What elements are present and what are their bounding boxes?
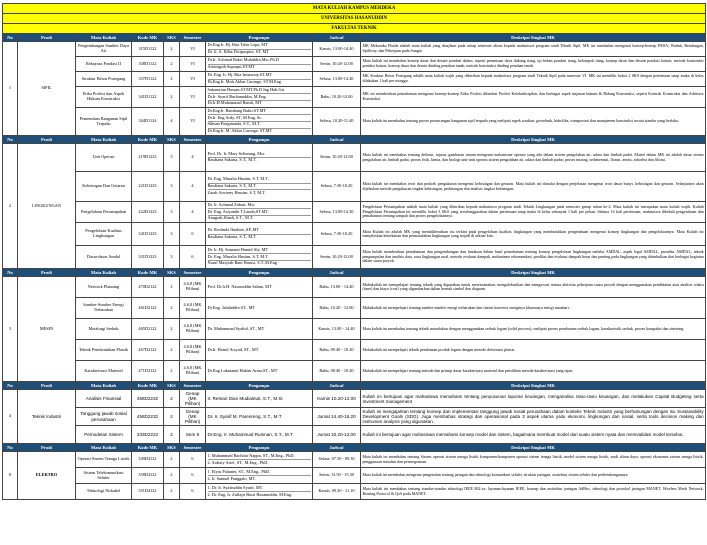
faculty-title: FAKULTAS TEKNIK: [3, 24, 706, 34]
lecturer-list: [206, 108, 313, 136]
column-header-kode-mk: Kode MK: [132, 382, 164, 390]
section-number: 2: [3, 144, 18, 269]
course-name: Teknik Pembentukan Plastik: [76, 340, 132, 361]
course-schedule: Selasa, 7:30-10.20: [313, 223, 361, 246]
course-schedule: Selasa, 07.50 - 09.30: [313, 452, 361, 468]
course-schedule: Selasa, 7:30-10.20: [313, 172, 361, 202]
course-semester: VI: [180, 42, 206, 57]
lecturer-name: Dr. Muhammad Syahid, ST., MT: [207, 325, 265, 331]
course-semester: Genap (MK Pilihan): [180, 408, 206, 426]
section-number: 3: [3, 277, 18, 382]
column-header-jadwal: Jadwal: [313, 444, 361, 452]
section-number: 8: [3, 452, 18, 500]
column-header-prodi: Prodi: [18, 34, 76, 42]
course-description: Mahakuliah ini mempelajari teknik pembuatan produk logam dengan metode deformasi plastis.: [361, 340, 706, 361]
course-description: Mahakuliah ini mempelajari tentang teknik yang digunakan untuk merencanakan, mengalokasikan dan mengawasi semua aktivitas pekerjaan suatu proyek dengan menggunakan pendekatan atau analisis waktu (time) dan biaya (cost) yang digambarkan dalam bentuk simbol dan diagram.: [361, 277, 706, 298]
course-name: Etika Profesi dan Aspek Hukum Konstruksi: [76, 87, 132, 108]
column-header-deskripsi: Deskripsi Singkat MK: [361, 269, 706, 277]
course-name: Network Planning: [76, 277, 132, 298]
course-name: Unit Operasi: [76, 144, 132, 172]
course-credits: 2: [164, 87, 180, 108]
column-header-jadwal: Jadwal: [313, 136, 361, 144]
course-description: Kuliah ini bertujuan agar mahasiswa memahami konsep model dan sistem, bagaimana membuat model dari suatu sistem nyata dan memvalidasi model tersebut.: [361, 426, 706, 444]
course-schedule: Kamis, 09.30 - 11.10: [313, 484, 361, 500]
column-header-semester: Semester: [180, 444, 206, 452]
course-credits: 2: [164, 408, 180, 426]
course-credits: 2: [164, 361, 180, 382]
course-credits: 2: [164, 277, 180, 298]
course-code: 349D4122: [132, 452, 164, 468]
column-header-no: No: [3, 382, 18, 390]
lecturer-list: [206, 390, 313, 408]
column-header-pengampu: Pengampu: [206, 34, 313, 42]
course-schedule: Kamis 10.20-12.00: [313, 390, 361, 408]
lecturer-name: 1. Muhammad Bachtiar Nappu, ST., M.Eng., PhD.: [208, 453, 311, 460]
column-header-sks: SKS: [164, 269, 180, 277]
course-credits: 3: [164, 223, 180, 246]
course-row: [3, 72, 706, 87]
course-credits: 2: [164, 340, 180, 361]
course-row: [3, 172, 706, 202]
column-header-sks: SKS: [164, 136, 180, 144]
course-name: Pengembangan Sumber Daya Air: [76, 42, 132, 57]
prodi-name: ELEKTRO: [18, 452, 76, 500]
course-code: 465D2122: [132, 319, 164, 340]
course-row: [3, 202, 706, 223]
course-semester: 4,6,8 (MK Pilihan): [180, 361, 206, 382]
lecturer-name: Dr. Ir. A. Ildha Dwipuspita, ST, MT: [207, 48, 269, 54]
course-name: Pemenuhan Bangunan Sipil Terpadu: [76, 108, 132, 136]
course-semester: 6: [180, 452, 206, 468]
lecturer-name: Dr. Ir. Hj. Sumarni Hamid Aly, MT: [208, 248, 311, 255]
lecturer-name: 1. Elyas Palantei, ST., M.Eng., PhD.: [208, 469, 311, 476]
column-header-sks: SKS: [164, 382, 180, 390]
column-header-prodi: Prodi: [18, 269, 76, 277]
course-schedule: Senin, 13.50 - 15.30: [313, 468, 361, 484]
course-credits: 2: [164, 57, 180, 72]
column-header-no: No: [3, 269, 18, 277]
section-number: 4: [3, 390, 18, 444]
course-schedule: Senin, 10.20-12.00: [313, 246, 361, 269]
prodi-name: MESIN: [18, 277, 76, 382]
lecturer-list: [206, 246, 313, 269]
course-row: [3, 42, 706, 57]
lecturer-list: [206, 277, 313, 298]
course-semester: VI: [180, 87, 206, 108]
course-name: Teknologi Nirkabel: [76, 484, 132, 500]
course-name: Kebisingan Dan Getaran: [76, 172, 132, 202]
course-code: 471D2122: [132, 361, 164, 382]
course-semester: 6: [180, 246, 206, 269]
course-code: 458D2232: [132, 408, 164, 426]
lecturer-list: [206, 87, 313, 108]
course-schedule: Senin, 10.20-12.00: [313, 57, 361, 72]
lecturer-name: Dr.Eng.Ir. Muh.Akbar Caronge, ST.M.Eng: [207, 78, 281, 84]
column-header-pengampu: Pengampu: [206, 136, 313, 144]
lecturer-list: [206, 202, 313, 223]
course-description: Mata kuliah ini membahas tentang Sistem operasi sistem tenaga listrik komponen-komponen operasi sistem tenaga listrik, model sistem tenaga listrik, studi aliran daya, operasi ekonomis sistem tenaga listrik, penggunaan simulasi dan pemrograman.: [361, 452, 706, 468]
course-description: Mahakuliah ini mempelajari tentang metode dan prinsip dasar karakterisasi material dan pemilihan metode karakterisasi yang tepat.: [361, 361, 706, 382]
course-credits: 2: [164, 452, 180, 468]
course-name: Pengelolaan Kualitas Lingkungan: [76, 223, 132, 246]
course-code: 221D1223: [132, 172, 164, 202]
column-header-row: [3, 269, 706, 277]
course-semester: 4: [180, 144, 206, 172]
course-semester: 4,6,8 (MK Pilihan): [180, 277, 206, 298]
column-header-prodi: Prodi: [18, 382, 76, 390]
column-header-jadwal: Jadwal: [313, 34, 361, 42]
lecturer-list: [206, 319, 313, 340]
column-header-sks: SKS: [164, 34, 180, 42]
lecturer-list: [206, 42, 313, 57]
lecturer-name: Silman Pongmanda, S.T., M.T.: [208, 122, 311, 129]
column-header-row: [3, 34, 706, 42]
column-header-no: No: [3, 34, 18, 42]
course-row: [3, 484, 706, 500]
lecturer-name: Dr. Ir. Achmad Zubair, Msc: [208, 203, 311, 210]
column-header-kode-mk: Kode MK: [132, 34, 164, 42]
column-header-no: No: [3, 444, 18, 452]
course-credits: 2: [164, 72, 180, 87]
course-name: Sistem Telekomunikasi Seluler: [76, 468, 132, 484]
course-code: 219D1223: [132, 144, 164, 172]
column-header-jadwal: Jadwal: [313, 269, 361, 277]
course-name: Analisis Finansial: [76, 390, 132, 408]
lecturer-list: [206, 172, 313, 202]
lecturer-name: Dr.Ir. Hairul Arsyad, ST., MT: [207, 346, 259, 352]
lecturer-name: Dr.Eng. Jalaluddin ST., MT: [207, 304, 256, 310]
course-schedule: Selasa, 10.20-11.40: [313, 108, 361, 136]
course-schedule: Selasa, 13.00-14.30: [313, 202, 361, 223]
university-title: UNIVERSITAS HASANUDDIN: [3, 14, 706, 24]
lecturer-list: [206, 72, 313, 87]
course-description: Mata kuliah ini membahas tentang definisi, tujuan, gambaran umum mengenai mekanisme operasi yang ada dalam sistem pengolahan air, udara dan limbah padat. Materi dalam MK ini adalah dasar sistem pengolahan air, limbah padat, proses fisik, kimia, dan biologi unit-unit operasi sistem pengolahan air, udara dan limbah padat; proses mixing, sedimentasi, flotasi, aerasi, adsorbsi dan filtrasi.: [361, 144, 706, 172]
course-description: Mata kuliah ini membahas konsep dasar dan desain pondasi dalam, seperti penentuan daya dukung tiang, uji beban pondasi tiang, kelompok tiang, konsep dasar dan desain pondasi kaison, metode konstruksi pondasi kaison, konsep dasar dan desain dinding penahan tanah, metode konstruksi dinding penahan tanah.: [361, 57, 706, 72]
course-description: MK Struktur Beton Prategang adalah mata kuliah wajib yang diberikan kepada mahasiswa program studi Teknik Sipil pada semester VI. MK ini memiliki bobot 2 SKS dengan pertemuan tatap muka di kelas dilakukan 1 kali per minggu.: [361, 72, 706, 87]
lecturer-name: Nurul Masyiah Rani Harusi, S.T.,M.Eng: [207, 260, 277, 266]
course-credits: 2: [164, 426, 180, 444]
course-code: 470D2122: [132, 277, 164, 298]
column-header-semester: Semester: [180, 136, 206, 144]
course-schedule: Jumat 14.40-16.20: [313, 408, 361, 426]
prodi-name: SIPIL: [18, 42, 76, 136]
course-row: [3, 390, 706, 408]
course-description: Mata kuliah ini membahas teori dan praktek pengukuran mengenai kebisingan dan getaran. Mata kuliah ini dimulai dengan penjelasan mengenai teori dasar bunyi, kebisingan dan getaran. Selanjutnya akan dijelaskan metode pengukuran tingkat kebisingan, perhitungan dan analisis tingkat kebisingan.: [361, 172, 706, 202]
course-row: [3, 408, 706, 426]
course-credits: 3: [164, 172, 180, 202]
lecturer-list: [206, 452, 313, 468]
course-name: Struktur Beton Prategang: [76, 72, 132, 87]
course-description: Mata Kuliah ini adalah MK yang menitikberatkan isu terkini pada pengelolaan kualitas lingkungan yang membutuhkan pengetahuan mengenai konsep lingkungan dan pengelolaannya. Mata Kuliah ini menjelaskan keterkaitan dan permasalahan lingkungan yang terjadi di sekitar kita.: [361, 223, 706, 246]
column-header-semester: Semester: [180, 382, 206, 390]
lecturer-list: [206, 298, 313, 319]
column-header-mata-kuliah: Mata Kuliah: [76, 269, 132, 277]
course-code: 341D1122: [132, 87, 164, 108]
course-description: Kuliah ini bertujuan agar mahasiswa memahami tentang penyusunan laporan keuangan, menganalisa rasio-rasio keuangan, dan melakukan Capital Budgeting serta Investment management: [361, 390, 706, 408]
course-description: Mata kuliah memberikan pemahaman dan pengembangan dan landasan dalam hasil pemahaman tentang konsep pengelolaan lingkungan melalui AMDAL, aspek legal AMDAL, prosedur AMDAL, teknik pengumpulan dan analisis data, rona lingkungan awal, metode evaluasi dampak, mekanisme rekomendasi, prediksi dan evaluasi dampak besar dan penting pada lingkungan yang ditimbulkan dari berbagai kegiatan dalam suatu proyek.: [361, 246, 706, 269]
lecturer-list: [206, 468, 313, 484]
course-code: 222D1223: [132, 202, 164, 223]
course-code: 456D2232: [132, 390, 164, 408]
course-semester: VI: [180, 108, 206, 136]
course-schedule: Rabu, 09.40 - 10.20: [313, 340, 361, 361]
column-header-sks: SKS: [164, 444, 180, 452]
course-credits: 2: [164, 42, 180, 57]
course-code: 467D2122: [132, 340, 164, 361]
lecturer-name: Dr. Eng. Muralia Hustim, S.T, M.T.: [208, 254, 311, 261]
course-name: Pengelolaan Persampahan: [76, 202, 132, 223]
lecturer-name: Rasdiana Sakaria, S.T., M.T.: [208, 184, 311, 191]
column-header-jadwal: Jadwal: [313, 382, 361, 390]
course-credits: 3: [164, 144, 180, 172]
course-description: Mata kuliah ini membahas tentang standar-standar teknologi IEEE 802.xx, layanan-layanan IEEE, konsep dan arsitektur jaringan AdHoc, teknologi dan protokol jaringan MANET, Wireless Mesh Network, Routing Protocol & QoS pada MANET.: [361, 484, 706, 500]
course-schedule: Kamis, 13.00-14.40: [313, 42, 361, 57]
column-header-semester: Semester: [180, 269, 206, 277]
course-row: [3, 223, 706, 246]
course-name: Sumber-Sumber Energi Terbarukan: [76, 298, 132, 319]
course-table: [2, 3, 706, 500]
course-semester: VI: [180, 57, 206, 72]
course-row: [3, 426, 706, 444]
course-schedule: Rabu, 08.40 - 10.20: [313, 361, 361, 382]
course-name: Rekayasa Pondasi II: [76, 57, 132, 72]
course-row: [3, 340, 706, 361]
lecturer-name: Dr. Eng. Ir. Hj. Rita Irmawaty,ST,MT: [208, 73, 311, 80]
course-schedule: Rabu, 13.00 - 14.40: [313, 277, 361, 298]
lecturer-name: Dr.Eng. Ir. Muhammad Rusman, S.T., M.T: [207, 432, 293, 438]
course-name: Dasar-dasar Amdal: [76, 246, 132, 269]
lecturer-name: Dr. Roslinda Ibrahim ,SP.,MT: [208, 228, 311, 235]
course-row: [3, 361, 706, 382]
column-header-pengampu: Pengampu: [206, 269, 313, 277]
lecturer-name: Dr.Eng.Ir. M. Akbar Caronge, ST.MT: [207, 128, 273, 134]
course-row: [3, 57, 706, 72]
column-header-pengampu: Pengampu: [206, 444, 313, 452]
prodi-name: LINGKUNGAN: [18, 144, 76, 269]
lecturer-list: [206, 223, 313, 246]
lecturer-list: [206, 361, 313, 382]
course-row: [3, 319, 706, 340]
lecturer-name: Zarah Arwieny Hassim, S.T, M.T.: [207, 189, 266, 195]
column-header-kode-mk: Kode MK: [132, 444, 164, 452]
column-header-mata-kuliah: Mata Kuliah: [76, 382, 132, 390]
course-semester: Sem 6: [180, 426, 206, 444]
lecturer-name: 2. Ir. Samuel Panggalo, MT.: [207, 475, 256, 481]
lecturer-name: Dr. Eng. Asiyanthi T.Lando,ST.MT.: [208, 209, 311, 216]
course-semester: 4: [180, 172, 206, 202]
lecturer-list: [206, 340, 313, 361]
course-code: 333D2222: [132, 426, 164, 444]
lecturer-list: [206, 57, 313, 72]
course-code: 337D1122: [132, 72, 164, 87]
course-row: [3, 277, 706, 298]
course-row: [3, 108, 706, 136]
course-code: 351D4122: [132, 484, 164, 500]
course-credits: 3: [164, 246, 180, 269]
course-semester: 6: [180, 484, 206, 500]
course-credits: 2: [164, 319, 180, 340]
lecturer-name: 1. Dr. Ir. Syafruddin Syarif, MT.: [208, 485, 311, 492]
column-header-deskripsi: Deskripsi Singkat MK: [361, 444, 706, 452]
lecturer-name: Dr.Eng.Ir. Bambang Bakri,ST.MT: [208, 109, 311, 116]
lecturer-name: Sukamtian Hassan,ST.MT.Ph.D Ing Hali.Gst: [208, 88, 311, 95]
course-code: 331D1223: [132, 246, 164, 269]
course-description: MK Mekanika Fluida adalah mata kuliah yang disajikan pada setiap semester aliran kepada mahasiswa program studi Teknik Sipil. MK ini membahas mengenai konsep-konsep PSDA, Waduk, Bendungan, Spillway, dan Pekerjaan pada Sungai.: [361, 42, 706, 57]
course-row: [3, 87, 706, 108]
column-header-row: [3, 444, 706, 452]
course-description: Mata kuliah ini membahas tentang teknik manufaktur dengan menggunakan serbuk logam (solid process); meliputi proses pembuatan serbuk logam, karakteristik serbuk, proses kompaksi dan sintering.: [361, 319, 706, 340]
column-header-kode-mk: Kode MK: [132, 269, 164, 277]
course-credits: 3: [164, 202, 180, 223]
lecturer-list: [206, 426, 313, 444]
lecturer-name: Dr.Ir. Eng Ardy, ST, M.Eng, Sc.: [208, 115, 311, 122]
lecturer-name: Dr. Eng. Muralia Hustim, S.T, M.T.: [208, 177, 311, 184]
lecturer-name: Dr.Eng Ir. Hj. Rita Tahir Lopa, MT: [208, 43, 311, 50]
course-semester: 4: [180, 202, 206, 223]
course-name: Karakterisasi Material: [76, 361, 132, 382]
course-code: 341D1223: [132, 223, 164, 246]
lecturer-name: Dr.Ir. Syarif Burhanuddin, M.Eng: [208, 94, 311, 101]
course-name: Tanggung jawab sosial perusahaan: [76, 408, 132, 426]
course-semester: 4,6,8 (MK Pilihan): [180, 340, 206, 361]
prodi-name: Teknik Industri: [18, 390, 76, 444]
column-header-mata-kuliah: Mata Kuliah: [76, 444, 132, 452]
lecturer-name: Anugrah Jihadi, S.T., M.T.: [207, 215, 254, 221]
course-semester: 4,6,8 (MK Pilihan): [180, 298, 206, 319]
course-row: [3, 144, 706, 172]
course-name: Operasi Sistem Tenaga Listrik: [76, 452, 132, 468]
course-credits: 2: [164, 484, 180, 500]
lecturer-list: [206, 144, 313, 172]
course-semester: 6: [180, 223, 206, 246]
course-code: 338D1122: [132, 57, 164, 72]
column-header-prodi: Prodi: [18, 444, 76, 452]
column-header-row: [3, 382, 706, 390]
lecturer-name: Rasdiana Sakaria, S.T., M.T.: [207, 234, 257, 240]
course-semester: Genap (MK Pilihan): [180, 390, 206, 408]
column-header-mata-kuliah: Mata Kuliah: [76, 34, 132, 42]
course-description: Mata kuliah ini membahas tentang proses perancangan bangunan sipil terpadu yang meliputi aspek struktur, geoteknik, hidrolika, transportasi dan manajemen konstruksi sesuai standar yang berlaku.: [361, 108, 706, 136]
lecturer-name: Dr. Ir. Syarif M. Parenreng, S.T., M.T: [207, 414, 282, 420]
course-code: 315D1122: [132, 42, 164, 57]
column-header-mata-kuliah: Mata Kuliah: [76, 136, 132, 144]
course-credits: 2: [164, 298, 180, 319]
course-description: Mahakuliah ini mempelajari tentang sumber-sumber energi terbarukan dan sistem konversi energinya khususnya energi matahari.: [361, 298, 706, 319]
course-row: [3, 298, 706, 319]
main-title: MATA KULIAH KAMPUS MERDEKA: [3, 4, 706, 14]
course-row: [3, 246, 706, 269]
course-schedule: Rabu, 10.20 - 12.00: [313, 298, 361, 319]
lecturer-name: Ariningsih Suprapti,ST.MT: [207, 63, 255, 69]
course-schedule: Jumat 10.20-12.00: [313, 426, 361, 444]
lecturer-name: Rasdiana Sakaria, S.T., M.T.: [207, 157, 257, 163]
course-row: [3, 452, 706, 468]
course-description: Kuliah ini mengajarkan tentang konsep dan implementasi tanggung jawab sosial perusahaan dalam konteks Teknik Industri yang berhubungan dengan isu Sustainability Development Goals (SDG). Juga membahas strategi dan operasional pada 3 aspek utama yaitu ekonomi, lingkungan dan sosial, serta tools decision making dan instrumen analysis yang digunakan.: [362, 408, 704, 425]
lecturer-name: Dr.Ir. Achmad Bakri Muhiddin,Msc.Ph.D: [208, 58, 311, 65]
column-header-deskripsi: Deskripsi Singkat MK: [361, 136, 706, 144]
column-header-row: [3, 136, 706, 144]
column-header-deskripsi: Deskripsi Singkat MK: [361, 34, 706, 42]
course-name: Pemodelan Sistem: [76, 426, 132, 444]
column-header-pengampu: Pengampu: [206, 382, 313, 390]
course-description: Mata kuliah ini membahas mengenai pengenalan tentang jaringan dan teknologi komunikasi seluler, struktur jaringan, arsitektur sistem seluler dan perkembangannya.: [361, 468, 706, 484]
lecturer-list: [206, 484, 313, 500]
lecturer-name: 2. Dr. Eng. Ir. Zulfajri Basri Hasanuddin, M.Eng.: [207, 491, 292, 497]
course-schedule: Rabu, 10.20-12.00: [313, 87, 361, 108]
course-credits: 2: [164, 390, 180, 408]
column-header-deskripsi: Deskripsi Singkat MK: [361, 382, 706, 390]
course-semester: VI: [180, 72, 206, 87]
course-credits: 4: [164, 108, 180, 136]
section-number: 1: [3, 42, 18, 136]
course-code: 358D4122: [132, 468, 164, 484]
lecturer-name: 2. Ardiaty Arief, ST., M.Eng., PhD.: [207, 459, 269, 465]
course-name: Metalurgi Serbuk: [76, 319, 132, 340]
course-schedule: Selasa, 13.00-14.40: [313, 72, 361, 87]
lecturer-list: [206, 408, 313, 426]
column-header-prodi: Prodi: [18, 136, 76, 144]
lecturer-name: Dr.Eng Lukmanul Hakim Arma,ST., MT: [207, 367, 278, 373]
course-schedule: Senin, 10.20-12.00: [313, 144, 361, 172]
column-header-kode-mk: Kode MK: [132, 136, 164, 144]
lecturer-name: Prof. Dr.Ir.H. Nasaruddin Salam, MT: [207, 283, 272, 289]
lecturer-name: Prof. Dr. Ir. Mary Selintung, Msc: [208, 151, 311, 158]
column-header-semester: Semester: [180, 34, 206, 42]
column-header-no: No: [3, 136, 18, 144]
course-semester: 6: [180, 468, 206, 484]
lecturer-name: Dr.Ir.H.Muhammad Ramli, MT: [207, 100, 262, 106]
course-credits: 2: [164, 468, 180, 484]
course-semester: 4,6,8 (MK Pilihan): [180, 319, 206, 340]
course-description: MK ini memberikan pemahaman mengenai konsep-konsep Etika Profesi dilandasi Profesi Ketekniksipilan, dan berbagai aspek tinjauan hukum & Bidang Konstruksi, seperti Kontrak Konstruksi dan Arbitrase Konstruksi.: [361, 87, 706, 108]
course-description: Pengelolaan Persampahan adalah mata kuliah yang diberikan kepada mahasiswa program studi Teknik Lingkungan pada semester genap tahun ke-2. Mata kuliah ini merupakan mata kuliah wajib. Kuliah Pengelolaan Persampahan ini memiliki bobot 3 SKS yang terselenggarakan dalam pertemuan tatap muka di kelas sebanyak 1 kali per pekan. Selama 16 kali pertemuan, mahasiswa dibekali pengetahuan dan pemahaman tentang sampah dan proses pengelolaannya.: [361, 202, 706, 223]
course-row: [3, 468, 706, 484]
course-code: 461D2122: [132, 298, 164, 319]
course-code: 344D1124: [132, 108, 164, 136]
lecturer-name: Ir. Retnari Dian Mudiastuti, S.T., M.Si: [207, 396, 283, 402]
course-schedule: Kamis, 13.00 - 14.40: [313, 319, 361, 340]
